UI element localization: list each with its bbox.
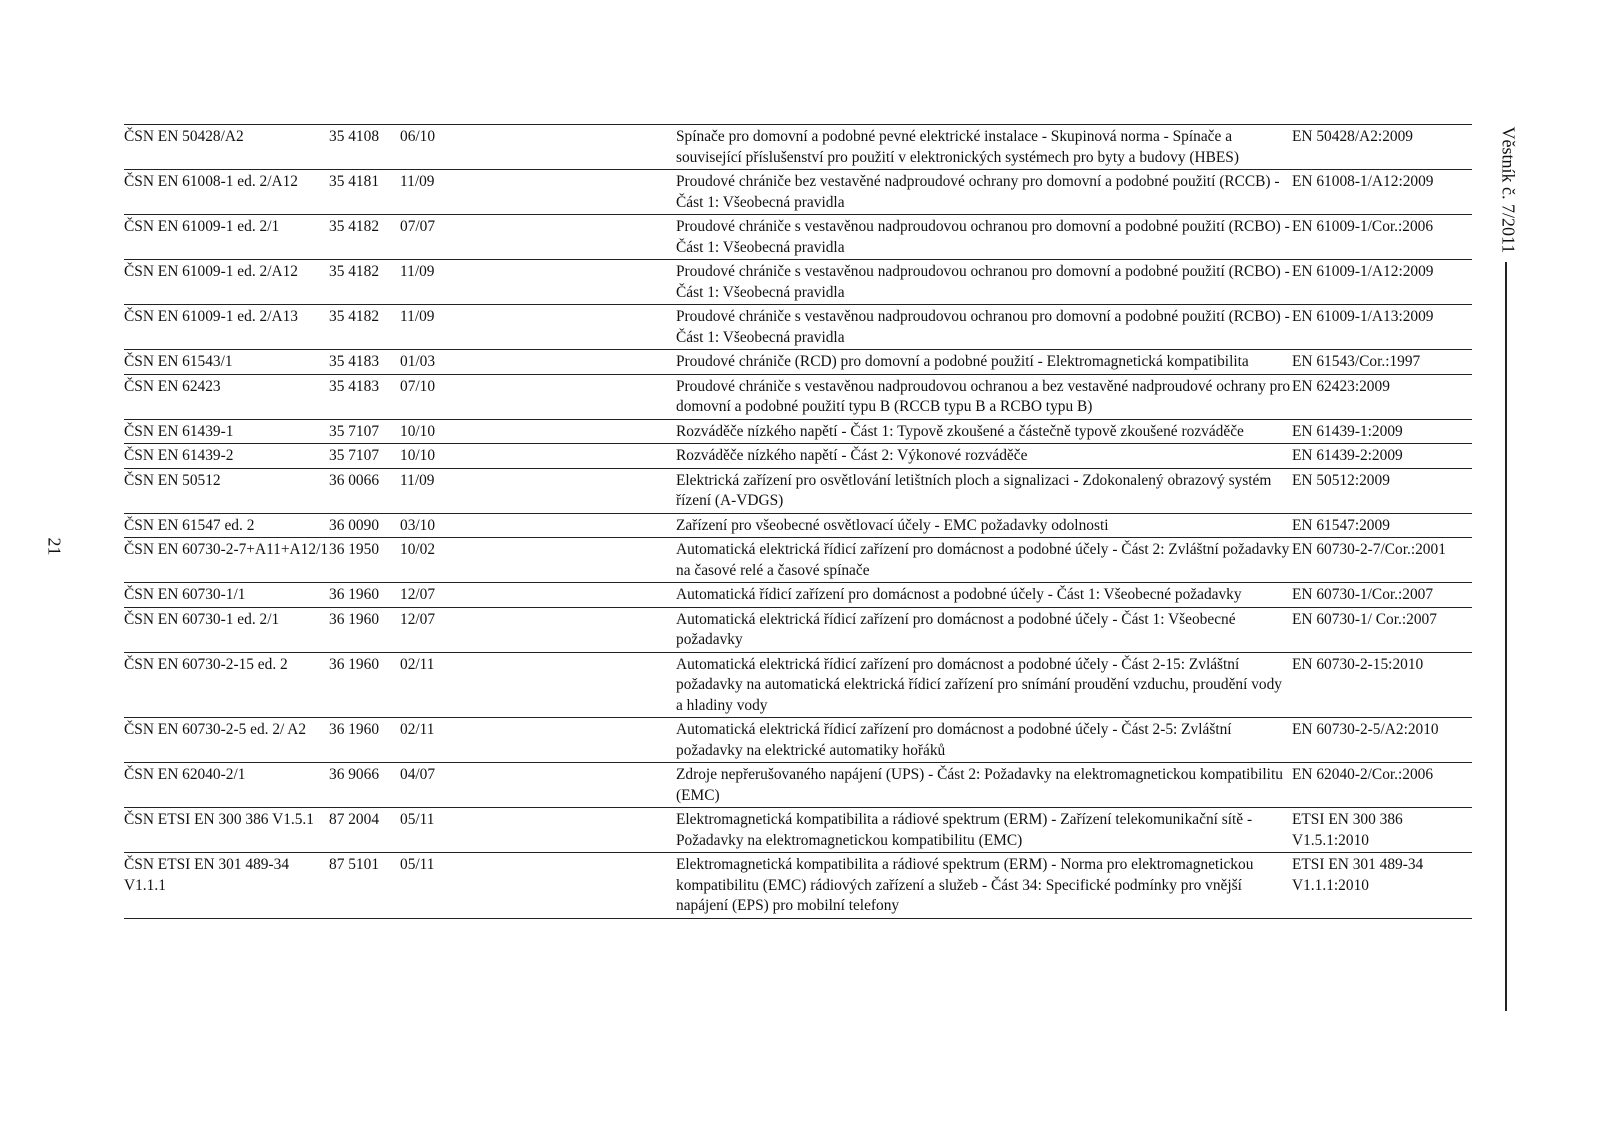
issue-date-cell: 11/09 xyxy=(400,471,435,489)
standard-title-cell: Automatická elektrická řídicí zařízení pro domácnost a podobné účely - Část 2-5: Zvláštní požadavky na elektrické automatiky hořáků xyxy=(676,721,1232,759)
table-row xyxy=(124,350,1472,375)
issue-date-cell: 06/10 xyxy=(400,128,436,145)
en-reference-cell: EN 61009-1/A12:2009 xyxy=(1292,263,1434,280)
en-reference-cell: EN 60730-2-5/A2:2010 xyxy=(1292,721,1439,738)
table-row xyxy=(124,583,1472,608)
standard-code-cell: ČSN EN 61547 ed. 2 xyxy=(124,516,255,534)
standard-title-cell: Elektrická zařízení pro osvětlování letištních ploch a signalizaci - Zdokonalený obrazový systém řízení (A-VDGS) xyxy=(676,471,1272,509)
classification-number-cell: 36 1960 xyxy=(329,586,380,603)
classification-number-cell: 36 0066 xyxy=(329,471,380,489)
issue-date-cell: 02/11 xyxy=(400,655,435,673)
issue-date-cell: 04/07 xyxy=(400,766,436,783)
journal-label: Věstník č. 7/2011 xyxy=(1498,126,1519,254)
standard-code-cell: ČSN EN 62423 xyxy=(124,377,221,395)
classification-number-cell: 35 4182 xyxy=(329,263,380,280)
standard-title-cell: Automatická řídicí zařízení pro domácnost a podobné účely - Část 1: Všeobecné požadavky xyxy=(676,586,1242,603)
en-reference-cell: EN 60730-2-7/Cor.:2001 xyxy=(1292,541,1446,558)
standard-title-cell: Proudové chrániče s vestavěnou nadproudovou ochranou a bez vestavěné nadproudové ochrany pro domovní a podobné použití typu B (RCCB typu B a RCBO typu B) xyxy=(676,377,1291,415)
classification-number-cell: 36 0090 xyxy=(329,516,380,534)
classification-number-cell: 35 7107 xyxy=(329,422,380,440)
classification-number-cell: 87 5101 xyxy=(329,856,380,873)
issue-date-cell: 05/11 xyxy=(400,811,435,828)
standard-code-cell: ČSN EN 61009-1 ed. 2/A13 xyxy=(124,308,298,325)
standard-title-cell: Proudové chrániče s vestavěnou nadproudovou ochranou pro domovní a podobné použití (RCBO) - Část 1: Všeobecná pravidla xyxy=(676,218,1290,256)
table-row xyxy=(124,718,1472,763)
table-row xyxy=(124,305,1472,350)
standard-title-cell: Proudové chrániče s vestavěnou nadproudovou ochranou pro domovní a podobné použití (RCBO) - Část 1: Všeobecná pravidla xyxy=(676,308,1290,346)
standard-title-cell: Automatická elektrická řídicí zařízení pro domácnost a podobné účely - Část 2-15: Zvláštní požadavky na automatická elektrická řídicí zařízení pro snímání proudění vzduchu, proudění vody a hladiny vody xyxy=(676,655,1283,714)
en-reference-cell: ETSI EN 300 386 V1.5.1:2010 xyxy=(1292,811,1403,849)
en-reference-cell: EN 61439-1:2009 xyxy=(1292,422,1403,440)
standard-code-cell: ČSN EN 50512 xyxy=(124,471,221,489)
table-row xyxy=(124,607,1472,652)
en-reference-cell: EN 61543/Cor.:1997 xyxy=(1292,353,1421,370)
en-reference-cell: EN 62423:2009 xyxy=(1292,377,1390,395)
issue-date-cell: 01/03 xyxy=(400,353,436,370)
standard-title-cell: Proudové chrániče (RCD) pro domovní a podobné použití - Elektromagnetická kompatibilita xyxy=(676,353,1249,370)
table-row xyxy=(124,170,1472,215)
issue-date-cell: 11/09 xyxy=(400,173,435,190)
table-row xyxy=(124,513,1472,538)
classification-number-cell: 35 4108 xyxy=(329,128,380,145)
en-reference-cell: EN 61009-1/A13:2009 xyxy=(1292,308,1434,325)
en-reference-cell: EN 61547:2009 xyxy=(1292,516,1390,534)
classification-number-cell: 35 7107 xyxy=(329,447,380,464)
standard-code-cell: ČSN EN 50428/A2 xyxy=(124,128,244,145)
standard-code-cell: ČSN EN 60730-2-5 ed. 2/ A2 xyxy=(124,721,307,738)
side-divider-line xyxy=(1505,262,1507,1011)
standard-code-cell: ČSN ETSI EN 300 386 V1.5.1 xyxy=(124,811,314,828)
standard-code-cell: ČSN EN 61439-1 xyxy=(124,422,234,440)
standard-code-cell: ČSN EN 62040-2/1 xyxy=(124,766,246,783)
en-reference-cell: EN 50512:2009 xyxy=(1292,471,1390,489)
table-row xyxy=(124,444,1472,469)
standard-code-cell: ČSN EN 60730-1 ed. 2/1 xyxy=(124,610,280,628)
standard-code-cell: ČSN EN 61543/1 xyxy=(124,353,233,370)
standard-title-cell: Rozváděče nízkého napětí - Část 1: Typově zkoušené a částečně typově zkoušené rozváděče xyxy=(676,422,1244,440)
table-row xyxy=(124,215,1472,260)
issue-date-cell: 03/10 xyxy=(400,516,436,534)
issue-date-cell: 12/07 xyxy=(400,586,436,603)
en-reference-cell: EN 61439-2:2009 xyxy=(1292,447,1403,464)
standard-title-cell: Automatická elektrická řídicí zařízení pro domácnost a podobné účely - Část 1: Všeobecné požadavky xyxy=(676,610,1236,648)
table-row xyxy=(124,853,1472,919)
issue-date-cell: 05/11 xyxy=(400,856,435,873)
standard-code-cell: ČSN EN 61439-2 xyxy=(124,447,234,464)
en-reference-cell: EN 50428/A2:2009 xyxy=(1292,128,1413,145)
standards-table xyxy=(124,124,1472,919)
classification-number-cell: 87 2004 xyxy=(329,811,380,828)
classification-number-cell: 35 4181 xyxy=(329,173,380,190)
table-row xyxy=(124,538,1472,583)
table-row xyxy=(124,468,1472,513)
en-reference-cell: EN 61008-1/A12:2009 xyxy=(1292,173,1434,190)
issue-date-cell: 12/07 xyxy=(400,610,436,628)
classification-number-cell: 36 1960 xyxy=(329,721,380,738)
standard-code-cell: ČSN EN 60730-2-7+A11+A12/1 xyxy=(124,541,329,558)
table-row xyxy=(124,374,1472,419)
en-reference-cell: EN 60730-2-15:2010 xyxy=(1292,655,1424,673)
table-row xyxy=(124,763,1472,808)
table-row xyxy=(124,419,1472,444)
page-number: 21 xyxy=(44,537,65,556)
issue-date-cell: 11/09 xyxy=(400,263,435,280)
standard-title-cell: Elektromagnetická kompatibilita a rádiové spektrum (ERM) - Norma pro elektromagnetickou kompatibilitu (EMC) rádiových zařízení a služeb - Část 34: Specifické podmínky pro vnější napájení (EPS) pro mobilní telefony xyxy=(676,856,1254,914)
standard-code-cell: ČSN EN 61009-1 ed. 2/A12 xyxy=(124,263,298,280)
standard-title-cell: Rozváděče nízkého napětí - Část 2: Výkonové rozváděče xyxy=(676,447,1028,464)
standard-code-cell: ČSN ETSI EN 301 489-34 V1.1.1 xyxy=(124,856,290,894)
issue-date-cell: 02/11 xyxy=(400,721,435,738)
classification-number-cell: 35 4183 xyxy=(329,353,380,370)
issue-date-cell: 10/10 xyxy=(400,447,436,464)
en-reference-cell: EN 60730-1/Cor.:2007 xyxy=(1292,586,1434,603)
en-reference-cell: EN 61009-1/Cor.:2006 xyxy=(1292,218,1434,235)
issue-date-cell: 07/07 xyxy=(400,218,436,235)
standard-title-cell: Zařízení pro všeobecné osvětlovací účely - EMC požadavky odolnosti xyxy=(676,516,1109,534)
issue-date-cell: 10/10 xyxy=(400,422,436,440)
standard-code-cell: ČSN EN 60730-2-15 ed. 2 xyxy=(124,655,288,673)
classification-number-cell: 35 4183 xyxy=(329,377,380,395)
issue-date-cell: 11/09 xyxy=(400,308,435,325)
en-reference-cell: ETSI EN 301 489-34 V1.1.1:2010 xyxy=(1292,856,1424,894)
classification-number-cell: 36 1960 xyxy=(329,610,380,628)
issue-date-cell: 07/10 xyxy=(400,377,436,395)
table-row xyxy=(124,125,1472,170)
standard-title-cell: Proudové chrániče s vestavěnou nadproudovou ochranou pro domovní a podobné použití (RCBO) - Část 1: Všeobecná pravidla xyxy=(676,263,1290,301)
classification-number-cell: 35 4182 xyxy=(329,308,380,325)
standard-title-cell: Proudové chrániče bez vestavěné nadproudové ochrany pro domovní a podobné použití (RCCB) - Část 1: Všeobecná pravidla xyxy=(676,173,1280,211)
table-row xyxy=(124,260,1472,305)
standard-code-cell: ČSN EN 60730-1/1 xyxy=(124,586,246,603)
standard-title-cell: Spínače pro domovní a podobné pevné elektrické instalace - Skupinová norma - Spínače a související příslušenství pro použití v elektronických systémech pro byty a budovy (HBES) xyxy=(676,128,1239,166)
standard-code-cell: ČSN EN 61008-1 ed. 2/A12 xyxy=(124,173,298,190)
standard-title-cell: Automatická elektrická řídicí zařízení pro domácnost a podobné účely - Část 2: Zvláštní požadavky na časové relé a časové spínače xyxy=(676,541,1290,579)
table-body xyxy=(124,125,1472,919)
table-row xyxy=(124,652,1472,718)
table-row xyxy=(124,808,1472,853)
en-reference-cell: EN 62040-2/Cor.:2006 xyxy=(1292,766,1434,783)
classification-number-cell: 35 4182 xyxy=(329,218,380,235)
issue-date-cell: 10/02 xyxy=(400,541,436,558)
classification-number-cell: 36 1960 xyxy=(329,655,380,673)
en-reference-cell: EN 60730-1/ Cor.:2007 xyxy=(1292,610,1437,628)
standard-title-cell: Zdroje nepřerušovaného napájení (UPS) - Část 2: Požadavky na elektromagnetickou kompatibilitu (EMC) xyxy=(676,766,1283,804)
classification-number-cell: 36 1950 xyxy=(329,541,380,558)
classification-number-cell: 36 9066 xyxy=(329,766,380,783)
standard-code-cell: ČSN EN 61009-1 ed. 2/1 xyxy=(124,218,280,235)
standard-title-cell: Elektromagnetická kompatibilita a rádiové spektrum (ERM) - Zařízení telekomunikační sítě - Požadavky na elektromagnetickou kompatibilitu (EMC) xyxy=(676,811,1253,849)
